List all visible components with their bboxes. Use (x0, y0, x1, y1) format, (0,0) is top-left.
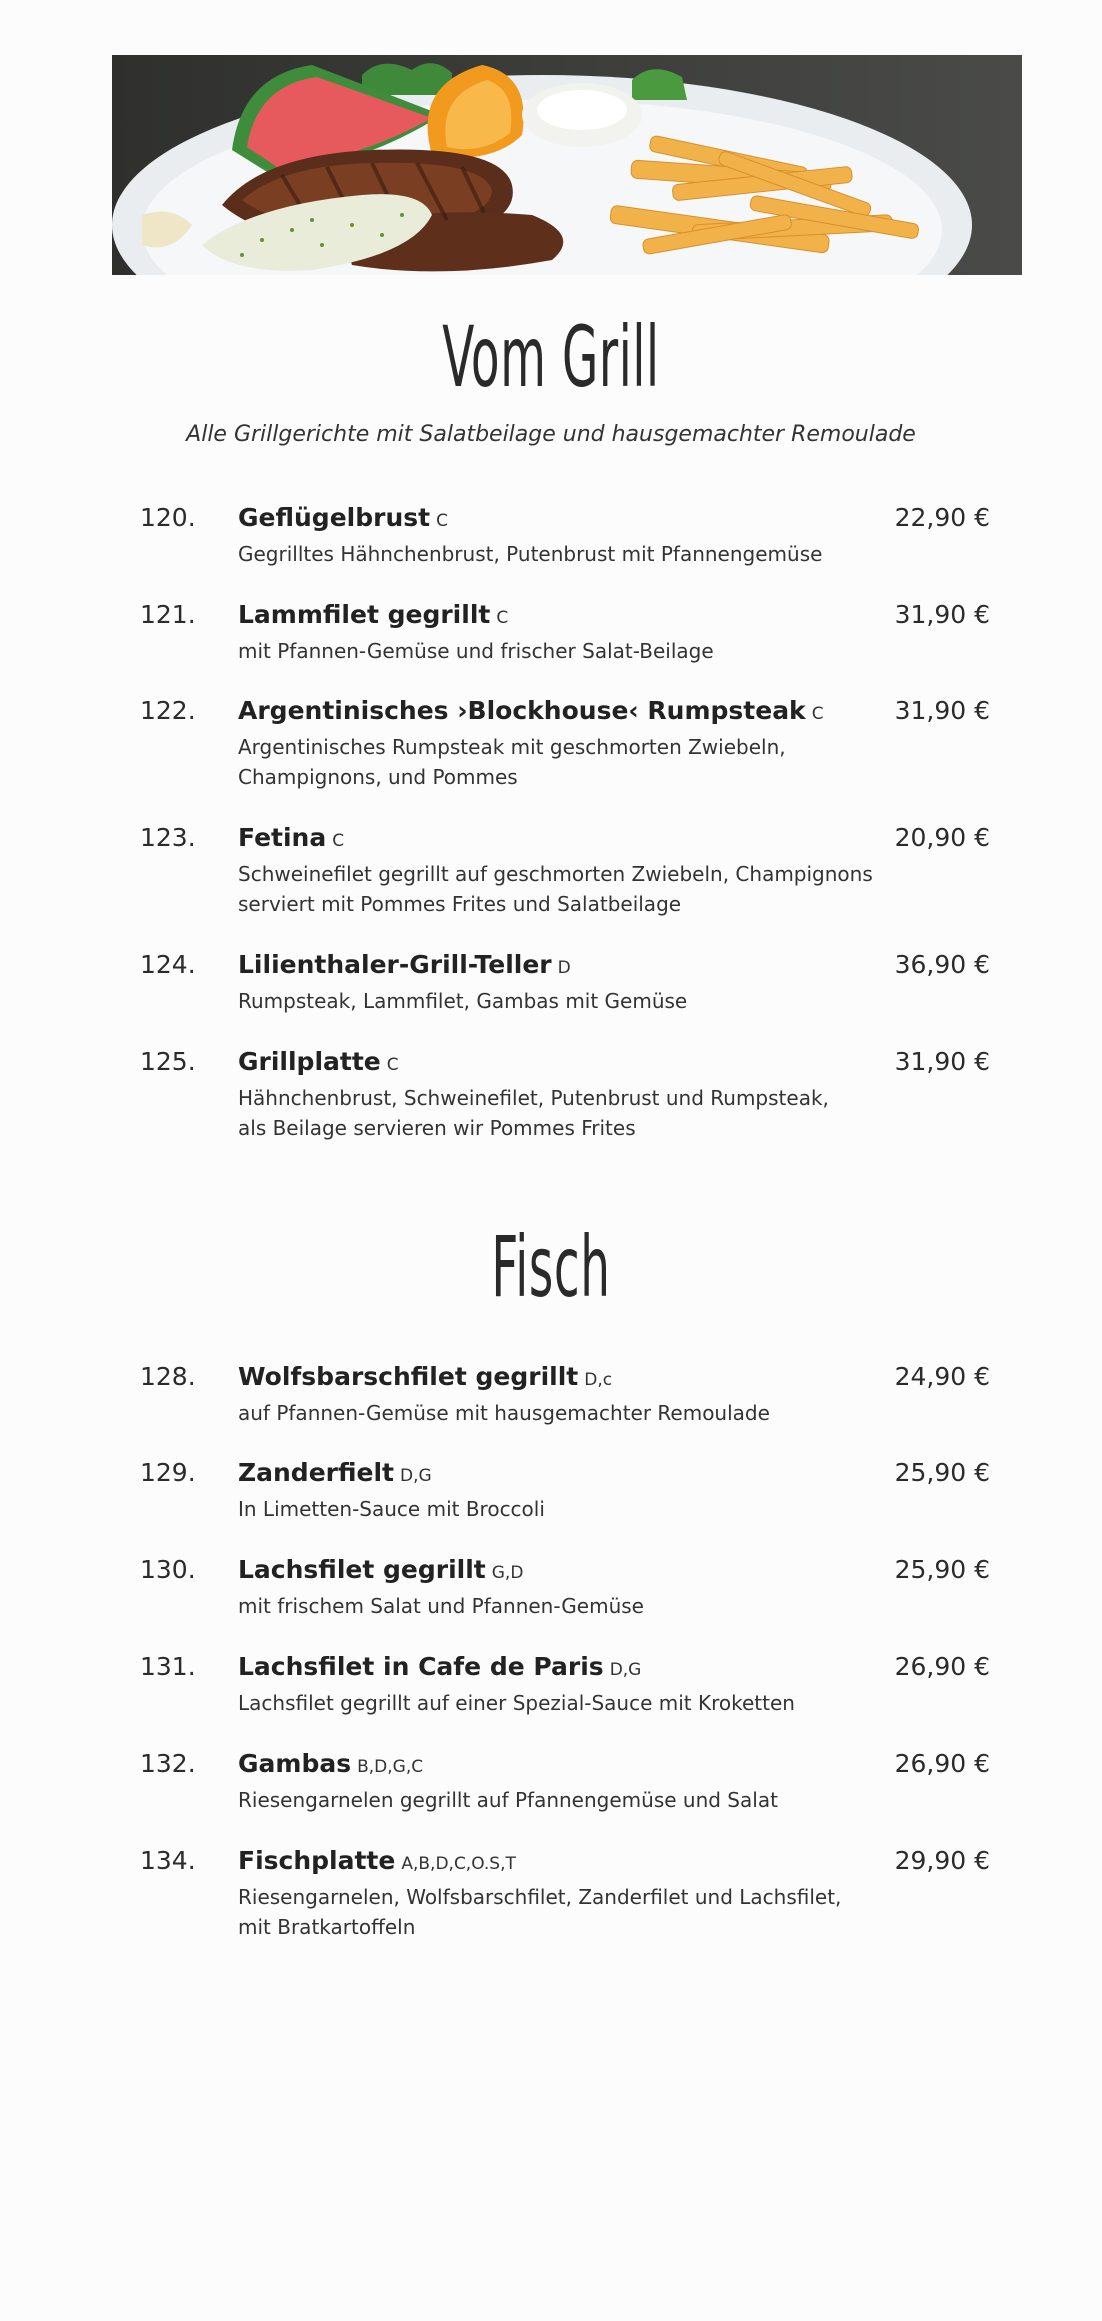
menu-item-description: Schweinefilet gegrillt auf geschmorten Zwiebeln, Champignons serviert mit Pommes Frites und Salatbeilage (238, 862, 873, 916)
menu-item-name: Zanderfielt (238, 1458, 394, 1487)
menu-item-price: 29,90 € (894, 1846, 990, 1875)
menu-item-name-line (238, 823, 344, 852)
menu-item-name-line (238, 1749, 423, 1778)
menu-item-name: Lachsfilet in Cafe de Paris (238, 1652, 604, 1681)
menu-item-number: 121. (140, 600, 196, 629)
menu-item-allergens: C (811, 704, 824, 724)
menu-item-number: 132. (140, 1749, 196, 1778)
menu-item-description: Riesengarnelen gegrillt auf Pfannengemüse und Salat (238, 1788, 778, 1812)
menu-item-allergens: C (496, 608, 509, 628)
menu-item-description: Rumpsteak, Lammfilet, Gambas mit Gemüse (238, 989, 688, 1013)
menu-item-name: Fischplatte (238, 1846, 396, 1875)
menu-item-number: 124. (140, 950, 196, 979)
menu-item-name-line (238, 950, 571, 979)
menu-item-name: Lachsfilet gegrillt (238, 1555, 486, 1584)
menu-item-name-line (238, 1846, 516, 1875)
menu-item-number: 123. (140, 823, 196, 852)
menu-item-description: Riesengarnelen, Wolfsbarschfilet, Zanderfilet und Lachsfilet, mit Bratkartoffeln (238, 1885, 842, 1939)
menu-item-price: 26,90 € (894, 1652, 990, 1681)
menu-item-name-line (238, 1458, 432, 1487)
menu-item-name: Wolfsbarschfilet gegrillt (238, 1362, 579, 1391)
menu-item-allergens: B,D,G,C (357, 1757, 424, 1777)
menu-item-price: 36,90 € (894, 950, 990, 979)
menu-item-price: 26,90 € (894, 1749, 990, 1778)
menu-item-name-line (238, 1652, 641, 1681)
menu-item-allergens: A,B,D,C,O.S,T (401, 1854, 516, 1874)
menu-item-name: Lilienthaler-Grill-Teller (238, 950, 552, 979)
menu-item-name: Lammfilet gegrillt (238, 600, 491, 629)
section-subtitle-grill: Alle Grillgerichte mit Salatbeilage und hausgemachter Remoulade (186, 422, 916, 447)
menu-item-number: 131. (140, 1652, 196, 1681)
menu-item-allergens: C (386, 1055, 399, 1075)
menu-item-description: Gegrilltes Hähnchenbrust, Putenbrust mit Pfannengemüse (238, 542, 823, 566)
menu-item-name-line (238, 1047, 399, 1076)
menu-item-number: 134. (140, 1846, 196, 1875)
section-title-grill: Vom Grill (442, 308, 660, 406)
menu-item-name: Fetina (238, 823, 327, 852)
menu-item-description: mit Pfannen-Gemüse und frischer Salat-Beilage (238, 639, 714, 663)
menu-item-description: In Limetten-Sauce mit Broccoli (238, 1497, 545, 1521)
menu-item-allergens: C (436, 511, 448, 531)
menu-item-name: Grillplatte (238, 1047, 381, 1076)
menu-item-name: Gambas (238, 1749, 352, 1778)
menu-item-description: mit frischem Salat und Pfannen-Gemüse (238, 1594, 644, 1618)
menu-item-allergens: D,G (609, 1660, 642, 1680)
menu-item-name: Geflügelbrust (238, 503, 431, 532)
menu-item-price: 31,90 € (894, 696, 990, 725)
menu-item-name-line (238, 503, 448, 532)
menu-item-price: 22,90 € (894, 503, 990, 532)
menu-item-name: Argentinisches ›Blockhouse‹ Rumpsteak (238, 696, 806, 725)
menu-item-allergens: D (557, 958, 571, 978)
menu-item-allergens: D,c (584, 1370, 613, 1390)
menu-item-number: 122. (140, 696, 196, 725)
menu-item-name-line (238, 600, 508, 629)
menu-item-number: 128. (140, 1362, 196, 1391)
menu-item-price: 20,90 € (894, 823, 990, 852)
menu-item-description: Lachsfilet gegrillt auf einer Spezial-Sauce mit Kroketten (238, 1691, 795, 1715)
menu-item-allergens: D,G (399, 1466, 432, 1486)
grill-plate-photo-icon (112, 55, 1022, 275)
menu-item-price: 31,90 € (894, 1047, 990, 1076)
menu-item-name-line (238, 1555, 523, 1584)
menu-item-description: Hähnchenbrust, Schweinefilet, Putenbrust und Rumpsteak, als Beilage servieren wir Pommes Frites (238, 1086, 829, 1140)
menu-item-description: auf Pfannen-Gemüse mit hausgemachter Remoulade (238, 1401, 770, 1425)
menu-item-number: 130. (140, 1555, 196, 1584)
menu-item-price: 31,90 € (894, 600, 990, 629)
menu-item-price: 24,90 € (894, 1362, 990, 1391)
section-title-fisch: Fisch (491, 1218, 611, 1316)
menu-item-description: Argentinisches Rumpsteak mit geschmorten Zwiebeln, Champignons, und Pommes (238, 735, 786, 789)
menu-item-allergens: G,D (491, 1563, 524, 1583)
menu-item-price: 25,90 € (894, 1458, 990, 1487)
menu-item-allergens: C (332, 831, 345, 851)
menu-item-name-line (238, 1362, 612, 1391)
menu-item-price: 25,90 € (894, 1555, 990, 1584)
menu-item-number: 129. (140, 1458, 196, 1487)
menu-item-number: 125. (140, 1047, 196, 1076)
menu-item-name-line (238, 696, 824, 725)
menu-item-number: 120. (140, 503, 196, 532)
